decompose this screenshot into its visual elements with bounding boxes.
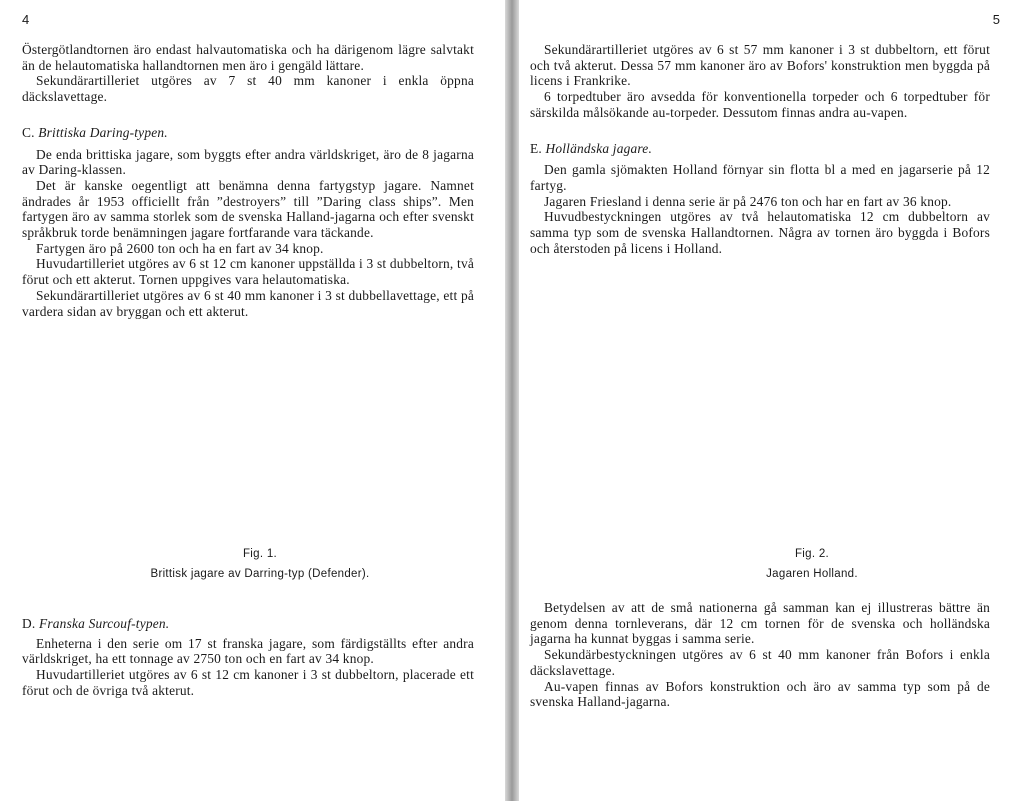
left-bottom-column xyxy=(22,616,474,699)
paragraph: Sekundärartilleriet utgöres av 6 st 57 mm kanoner i 3 st dubbeltorn, ett förut och två akterut. Dessa 57 mm kanoner äro av Bofors' konstruktion men byggda på licens i Frankrike. xyxy=(530,42,990,89)
right-page xyxy=(512,0,1024,801)
right-top-column xyxy=(530,42,990,256)
figure-caption-text: Brittisk jagare av Darring-typ (Defender). xyxy=(150,568,370,580)
paragraph: Den gamla sjömakten Holland förnyar sin flotta bl a med en jagarserie på 12 fartyg. xyxy=(530,162,990,193)
paragraph: Sekundärartilleriet utgöres av 7 st 40 mm kanoner i enkla öppna däckslavettage. xyxy=(22,73,474,105)
figure-number: Fig. 2. xyxy=(794,548,830,560)
paragraph: Fartygen äro på 2600 ton och ha en fart av 34 knop. xyxy=(36,240,324,256)
paragraph: Sekundärbestyckningen utgöres av 6 st 40 mm kanoner från Bofors i enkla däckslavettage. xyxy=(530,647,990,678)
figure-caption-1 xyxy=(60,544,460,584)
figure-caption-text: Jagaren Holland. xyxy=(766,568,858,580)
figure-caption-2 xyxy=(712,544,912,584)
paragraph: Sekundärartilleriet utgöres av 6 st 40 mm kanoner i 3 st dubbellavettage, ett på vardera sidan av bryggan och ett akterut. xyxy=(22,287,474,319)
paragraph: Jagaren Friesland i denna serie är på 2476 ton och har en fart av 36 knop. xyxy=(544,193,952,209)
figure-number: Fig. 1. xyxy=(242,548,278,560)
section-title: Holländska jagare. xyxy=(545,140,653,156)
paragraph: Östergötlandtornen äro endast halvautomatiska och ha därigenom lägre salvtakt än de helautomatiska hallandtornen men äro i gengäld lättare. xyxy=(22,42,474,73)
paragraph: Huvudbestyckningen utgöres av två helautomatiska 12 cm dubbeltorn av samma typ som de svenska Hallandtornen. Några av tornen äro byggda i Bofors och återstoden på licens i Holland. xyxy=(530,209,990,256)
page-number-right: 5 xyxy=(992,12,1000,27)
paragraph: 6 torpedtuber äro avsedda för konventionella torpeder och 6 torpedtuber för särskilda målsökande au-torpeder. Dessutom finnas andra au-vapen. xyxy=(530,89,990,120)
paragraph: Huvudartilleriet utgöres av 6 st 12 cm kanoner i 3 st dubbeltorn, placerade ett förut och de övriga två akterut. xyxy=(22,667,474,698)
paragraph: Det är kanske oegentligt att benämna denna fartygstyp jagare. Namnet ändrades år 1953 officiellt från ”destroyers” till ”Daring class ships”. Men fartygen äro av samma storlek som de svenska Halland-jagarna och efter svenskt språkbruk torde benämningen jagare fortfarande vara täckande. xyxy=(22,177,474,241)
paragraph: Betydelsen av att de små nationerna gå samman kan ej illustreras bättre än genom denna tornleverans, där 12 cm tornen för de svenska och holländska jagarna ha kunnat byggas i samma serie. xyxy=(530,600,990,647)
section-letter: E. xyxy=(530,140,542,156)
page-number-left: 4 xyxy=(22,12,30,27)
section-title: Brittiska Daring-typen. xyxy=(38,124,168,140)
paragraph: De enda brittiska jagare, som byggts efter andra världskriget, äro de 8 jagarna av Daring-klassen. xyxy=(22,146,474,178)
section-title: Franska Surcouf-typen. xyxy=(38,616,170,631)
section-letter: C. xyxy=(22,124,35,140)
section-heading-c xyxy=(22,125,474,141)
section-heading-d xyxy=(22,616,474,632)
section-letter: D. xyxy=(22,616,36,631)
section-heading-e xyxy=(530,141,990,157)
paragraph: Au-vapen finnas av Bofors konstruktion och äro av samma typ som på de svenska Halland-jagarna. xyxy=(530,678,990,710)
book-gutter xyxy=(505,0,519,801)
right-bottom-column xyxy=(530,600,990,710)
paragraph: Huvudartilleriet utgöres av 6 st 12 cm kanoner uppställda i 3 st dubbeltorn, två förut och ett akterut. Tornen uppgives vara helautomatiska. xyxy=(22,256,474,288)
left-top-column xyxy=(22,42,474,319)
paragraph: Enheterna i den serie om 17 st franska jagare, som färdigställts efter andra världskriget, ha ett tonnage av 2750 ton och en fart av 34 knop. xyxy=(22,635,474,667)
